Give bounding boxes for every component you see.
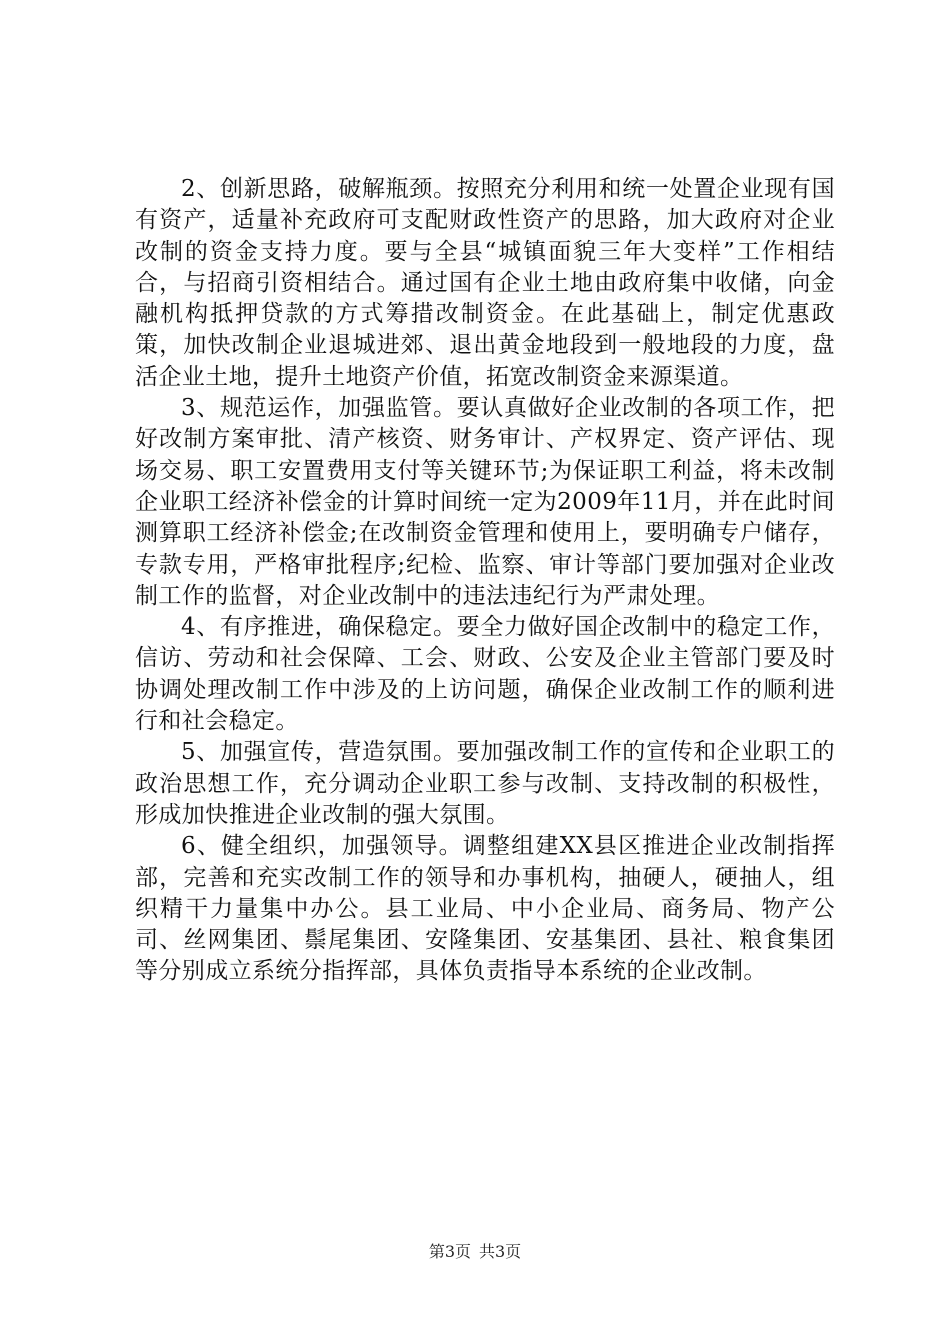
paragraph-2: 2、创新思路，破解瓶颈。按照充分利用和统一处置企业现有国有资产，适量补充政府可支配财政性资产的思路，加大政府对企业改制的资金支持力度。要与全县“城镇面貌三年大变样”工作相结合，与招商引资相结合。通过国有企业土地由政府集中收储，向金融机构抵押贷款的方式筹措改制资金。在此基础上，制定优惠政策，加快改制企业退城进郊、退出黄金地段到一般地段的力度，盘活企业土地，提升土地资产价值，拓宽改制资金来源渠道。: [135, 176, 835, 390]
document-body: [135, 174, 835, 988]
page-footer: [0, 1242, 950, 1262]
paragraph-4: 4、有序推进，确保稳定。要全力做好国企改制中的稳定工作，信访、劳动和社会保障、工会、财政、公安及企业主管部门要及时协调处理改制工作中涉及的上访问题，确保企业改制工作的顺利进行和社会稳定。: [135, 614, 835, 735]
page-total: 共3页: [479, 1242, 522, 1261]
paragraph-6: 6、健全组织，加强领导。调整组建XX县区推进企业改制指挥部，完善和充实改制工作的领导和办事机构，抽硬人，硬抽人，组织精干力量集中办公。县工业局、中小企业局、商务局、物产公司、丝网集团、鬃尾集团、安隆集团、安基集团、县社、粮食集团等分别成立系统分指挥部，具体负责指导本系统的企业改制。: [135, 833, 835, 985]
page-number: 第3页: [428, 1242, 471, 1261]
paragraph-5: 5、加强宣传，营造氛围。要加强改制工作的宣传和企业职工的政治思想工作，充分调动企业职工参与改制、支持改制的积极性，形成加快推进企业改制的强大氛围。: [135, 739, 835, 828]
paragraph-3: 3、规范运作，加强监管。要认真做好企业改制的各项工作，把好改制方案审批、清产核资、财务审计、产权界定、资产评估、现场交易、职工安置费用支付等关键环节;为保证职工利益，将未改制企业职工经济补偿金的计算时间统一定为2009年11月，并在此时间测算职工经济补偿金;在改制资金管理和使用上，要明确专户储存，专款专用，严格审批程序;纪检、监察、审计等部门要加强对企业改制工作的监督，对企业改制中的违法违纪行为严肃处理。: [135, 395, 835, 609]
